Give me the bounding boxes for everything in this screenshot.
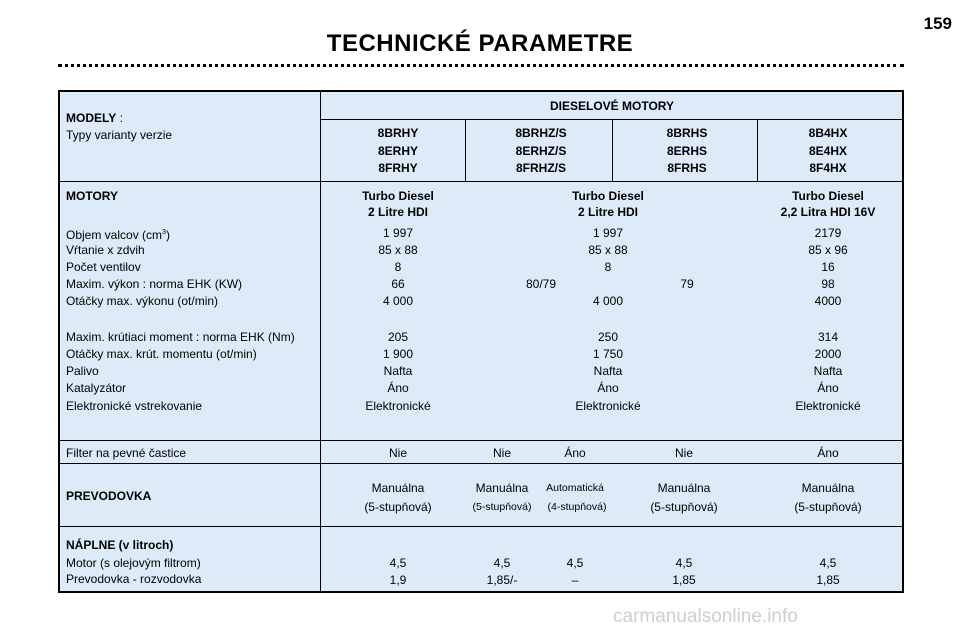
model-col-1-line-2: 8ERHY <box>377 144 419 158</box>
model-col-3-line-3: 8FRHS <box>667 161 707 175</box>
fluid-value: 1,9 <box>389 573 407 587</box>
fluids-label-gearbox: Prevodovka - rozvodovka <box>66 572 202 586</box>
model-col-3-line-1: 8BRHS <box>666 126 708 140</box>
spec-value: 80/79 <box>525 277 557 291</box>
spec-value: Nafta <box>593 364 623 378</box>
model-col-1-line-1: 8BRHY <box>377 126 419 140</box>
engine-col-4-line-1: Turbo Diesel <box>792 189 864 203</box>
spec-label-max-torque-rpm: Otáčky max. krút. momentu (ot/min) <box>66 347 257 361</box>
filter-value: Nie <box>674 446 694 460</box>
spec-value: Elektronické <box>795 399 861 413</box>
watermark: carmanualsonline.info <box>613 606 798 627</box>
filter-label: Filter na pevné častice <box>66 446 187 460</box>
model-col-4-line-3: 8F4HX <box>809 161 847 175</box>
model-col-3-line-2: 8ERHS <box>666 144 708 158</box>
spec-value: 2179 <box>814 226 842 240</box>
divider-col-2 <box>612 120 613 181</box>
model-col-2-line-2: 8ERHZ/S <box>515 144 567 158</box>
spec-value: 79 <box>680 277 694 291</box>
spec-label-max-torque: Maxim. krútiaci moment : norma EHK (Nm) <box>66 330 295 344</box>
fluid-value: 1,85 <box>816 573 840 587</box>
gearbox-label: PREVODOVKA <box>66 489 152 503</box>
model-col-1-line-3: 8FRHY <box>378 161 418 175</box>
gearbox-value-speeds: (5-stupňová) <box>472 501 532 513</box>
models-label: MODELY : <box>66 111 123 125</box>
page-title: TECHNICKÉ PARAMETRE <box>326 30 634 57</box>
page-number: 159 <box>923 14 952 33</box>
engine-col-4-line-2: 2,2 Litra HDI 16V <box>780 205 876 219</box>
engine-group-title: DIESELOVÉ MOTORY <box>549 99 675 113</box>
spec-value: 1 900 <box>382 347 414 361</box>
filter-value: Áno <box>817 446 839 460</box>
model-col-4-line-1: 8B4HX <box>808 126 848 140</box>
divider-col-3 <box>757 120 758 181</box>
spec-value: 1 997 <box>382 226 414 240</box>
fluid-value: 4,5 <box>389 556 407 570</box>
spec-value: 314 <box>817 330 839 344</box>
spec-value: 1 997 <box>592 226 624 240</box>
gearbox-value-speeds: (5-stupňová) <box>650 500 718 514</box>
spec-value: 85 x 96 <box>808 243 848 257</box>
gearbox-value-speeds: (5-stupňová) <box>364 500 432 514</box>
spec-value: Elektronické <box>575 399 641 413</box>
spec-value: 4 000 <box>382 294 414 308</box>
filter-value: Nie <box>492 446 512 460</box>
gearbox-value-speeds: (4-stupňová) <box>547 501 607 513</box>
spec-value: 98 <box>821 277 835 291</box>
gearbox-value-type: Manuálna <box>801 481 855 495</box>
filter-value: Áno <box>564 446 586 460</box>
fluids-label: NÁPLNE (v litroch) <box>66 538 174 552</box>
fluid-value: 1,85 <box>672 573 696 587</box>
spec-value: Elektronické <box>365 399 431 413</box>
spec-value: 4000 <box>814 294 842 308</box>
spec-value: 8 <box>604 260 612 274</box>
gearbox-value-type: Manuálna <box>371 481 425 495</box>
spec-label-displacement: Objem valcov $(cm^3)$ <box>66 228 170 242</box>
variants-label: Typy varianty verzie <box>66 128 173 142</box>
divider-label-column <box>320 90 321 593</box>
spec-value: 205 <box>387 330 409 344</box>
spec-value: 1 750 <box>592 347 624 361</box>
spec-value: Nafta <box>383 364 413 378</box>
fluids-label-engine-oil: Motor (s olejovým filtrom) <box>66 556 201 570</box>
spec-value: Nafta <box>813 364 843 378</box>
spec-label-max-power: Maxim. výkon : norma EHK (KW) <box>66 277 243 291</box>
title-dotted-rule <box>58 64 904 67</box>
divider-header-bottom <box>58 181 904 182</box>
divider-gearbox-top <box>58 463 904 464</box>
spec-label-valves: Počet ventilov <box>66 260 141 274</box>
spec-value: 2000 <box>814 347 842 361</box>
engine-col-23-line-1: Turbo Diesel <box>572 189 644 203</box>
engine-col-1-line-1: Turbo Diesel <box>362 189 434 203</box>
spec-value: Áno <box>597 381 619 395</box>
fluid-value: 4,5 <box>819 556 837 570</box>
gearbox-value-type: Manuálna <box>657 481 711 495</box>
model-col-4-line-2: 8E4HX <box>808 144 848 158</box>
model-col-2-line-3: 8FRHZ/S <box>515 161 567 175</box>
fluid-value: 1,85/- <box>486 573 518 587</box>
spec-value: 66 <box>391 277 405 291</box>
gearbox-value-type: Automatická <box>546 482 604 494</box>
spec-value: 85 x 88 <box>378 243 418 257</box>
spec-value: Áno <box>817 381 839 395</box>
gearbox-value-speeds: (5-stupňová) <box>794 500 862 514</box>
filter-value: Nie <box>388 446 408 460</box>
spec-label-catalyst: Katalyzátor <box>66 381 127 395</box>
spec-value: 16 <box>821 260 835 274</box>
fluid-value: 4,5 <box>493 556 511 570</box>
spec-value: 8 <box>394 260 402 274</box>
spec-label-bore-stroke: Vŕtanie x zdvih <box>66 243 145 257</box>
fluid-value: 4,5 <box>675 556 693 570</box>
fluid-value: – <box>571 573 579 587</box>
engine-col-23-line-2: 2 Litre HDI <box>577 205 639 219</box>
engine-col-1-line-2: 2 Litre HDI <box>367 205 429 219</box>
spec-value: 85 x 88 <box>588 243 628 257</box>
divider-filter-top <box>58 440 904 441</box>
spec-value: 250 <box>597 330 619 344</box>
spec-label-fuel: Palivo <box>66 364 99 378</box>
engines-label: MOTORY <box>66 189 119 203</box>
spec-value: 4 000 <box>592 294 624 308</box>
divider-col-1 <box>465 120 466 181</box>
spec-label-injection: Elektronické vstrekovanie <box>66 399 203 413</box>
fluid-value: 4,5 <box>566 556 584 570</box>
gearbox-value-type: Manuálna <box>475 481 529 495</box>
model-col-2-line-1: 8BRHZ/S <box>515 126 567 140</box>
divider-fluids-top <box>58 526 904 527</box>
spec-label-max-power-rpm: Otáčky max. výkonu (ot/min) <box>66 294 219 308</box>
spec-value: Áno <box>387 381 409 395</box>
